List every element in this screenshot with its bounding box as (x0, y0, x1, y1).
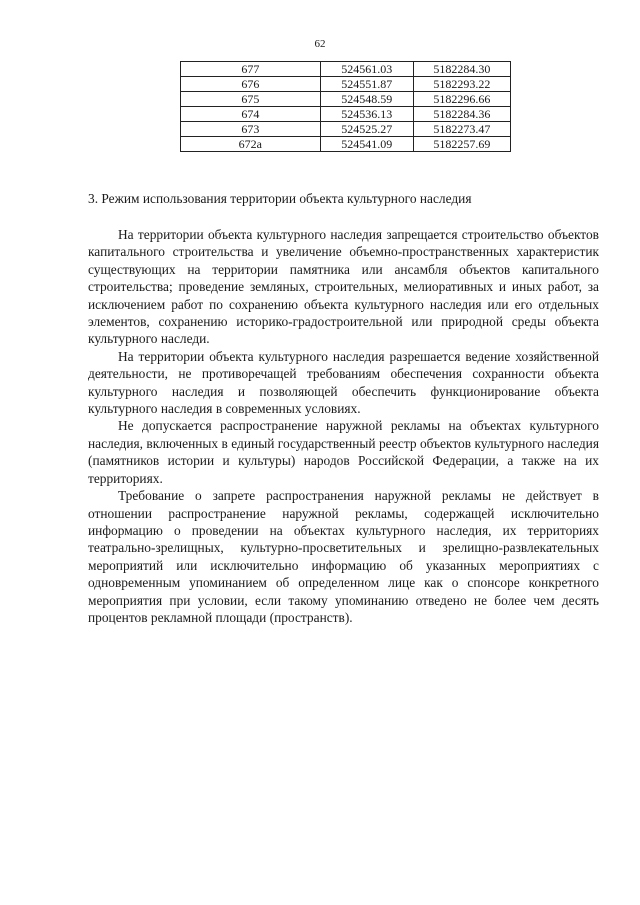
x-coordinate-cell: 524561.03 (320, 62, 413, 77)
table-row (181, 137, 511, 152)
y-coordinate-cell: 5182284.30 (413, 62, 510, 77)
table-row (181, 122, 511, 137)
y-coordinate-cell: 5182273.47 (413, 122, 510, 137)
point-number-cell: 673 (181, 122, 321, 137)
x-coordinate-cell: 524525.27 (320, 122, 413, 137)
table-row (181, 77, 511, 92)
x-coordinate-cell: 524536.13 (320, 107, 413, 122)
coordinates-table (180, 61, 511, 152)
x-coordinate-cell: 524551.87 (320, 77, 413, 92)
section-heading: 3. Режим использования территории объекта культурного наследия (88, 191, 472, 206)
point-number-cell: 675 (181, 92, 321, 107)
section-body (88, 226, 599, 626)
point-number-cell: 676 (181, 77, 321, 92)
point-number-cell: 672а (181, 137, 321, 152)
x-coordinate-cell: 524541.09 (320, 137, 413, 152)
table-row (181, 92, 511, 107)
y-coordinate-cell: 5182284.36 (413, 107, 510, 122)
paragraph-advertising-exception: Требование о запрете распространения наружной рекламы не действует в отношении распространение наружной рекламы, содержащей исключительно информацию о проведении на объектах культурного наследия, их территориях театрально-зрелищных, культурно-просветительных и зрелищно-развлекательных мероприятий или исключительно информацию об указанных мероприятиях с одновременным упоминанием об определенном лице как о спонсоре конкретного мероприятия при условии, если такому упоминанию отведено не более чем десять процентов рекламной площади (пространств). (88, 488, 599, 625)
page-number: 62 (314, 38, 326, 50)
x-coordinate-cell: 524548.59 (320, 92, 413, 107)
table-row (181, 62, 511, 77)
table-row (181, 107, 511, 122)
y-coordinate-cell: 5182293.22 (413, 77, 510, 92)
paragraph-advertising-ban: Не допускается распространение наружной рекламы на объектах культурного наследия, включенных в единый государственный реестр объектов культурного наследия (памятников истории и культуры) народов Российской Федерации, а также на их территориях. (88, 418, 599, 486)
point-number-cell: 677 (181, 62, 321, 77)
y-coordinate-cell: 5182257.69 (413, 137, 510, 152)
paragraph-economic-activity: На территории объекта культурного наследия разрешается ведение хозяйственной деятельности, не противоречащей требованиям обеспечения сохранности объекта культурного наследия и позволяющей обеспечить функционирование объекта культурного наследия в современных условиях. (88, 348, 599, 417)
point-number-cell: 674 (181, 107, 321, 122)
paragraph-construction-ban: На территории объекта культурного наследия запрещается строительство объектов капитального строительства и увеличение объемно-пространственных характеристик существующих на территории памятника или ансамбля объектов капитального строительства; проведение земляных, строительных, мелиоративных и иных работ, за исключением работ по сохранению объекта культурного наследия или его отдельных элементов, сохранению историко-градостроительной или природной среды объекта культурного наследи. (88, 227, 599, 347)
y-coordinate-cell: 5182296.66 (413, 92, 510, 107)
